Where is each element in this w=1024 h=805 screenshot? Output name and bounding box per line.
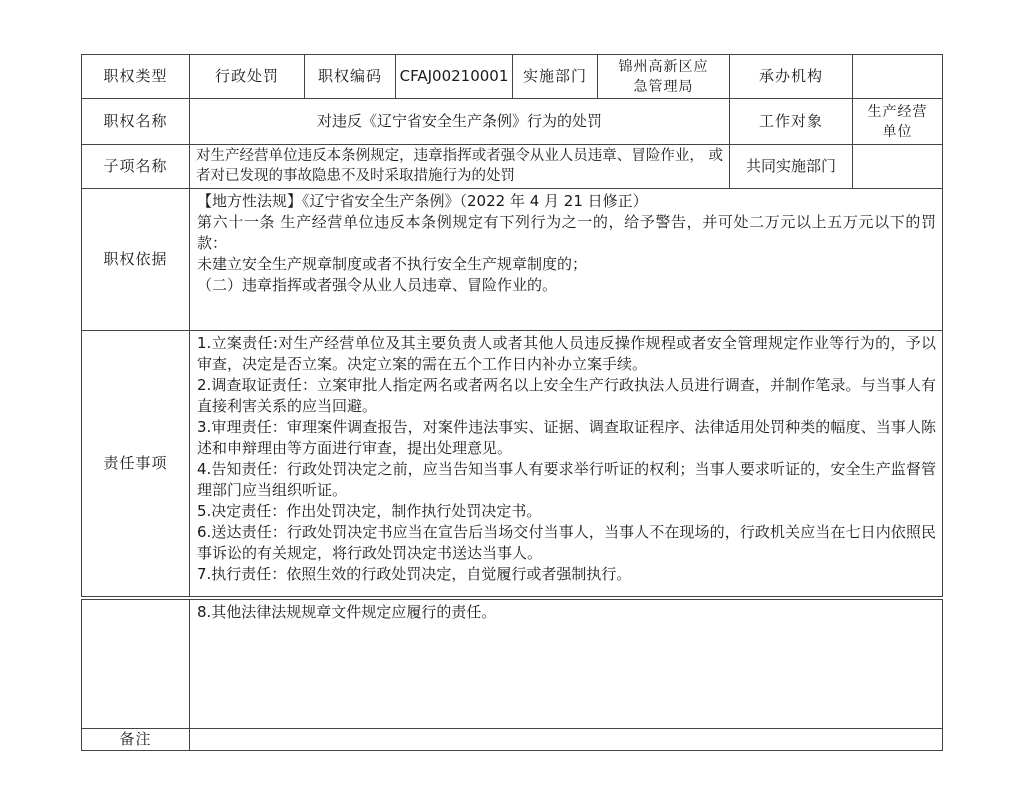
code-label: 职权编码 — [304, 54, 396, 99]
org-label: 承办机构 — [729, 54, 853, 99]
basis-line: 第六十一条 生产经营单位违反本条例规定有下列行为之一的，给予警告，并可处二万元以上五万元以下的罚款： — [197, 213, 936, 252]
duty-item: 2.调查取证责任：立案审批人指定两名或者两名以上安全生产行政执法人员进行调查，并制作笔录。与当事人有直接利害关系的应当回避。 — [197, 376, 936, 415]
name-value: 对违反《辽宁省安全生产条例》行为的处罚 — [189, 98, 730, 145]
duty-item: 6.送达责任：行政处罚决定书应当在宣告后当场交付当事人，当事人不在现场的，行政机关应当在七日内依照民事诉讼的有关规定，将行政处罚决定书送达当事人。 — [197, 523, 936, 562]
object-label: 工作对象 — [729, 98, 853, 145]
name-label: 职权名称 — [81, 98, 190, 145]
duty-item: 8.其他法律法规规章文件规定应履行的责任。 — [197, 603, 497, 621]
dept-value: 锦州高新区应急管理局 — [597, 54, 730, 99]
duty-item: 5.决定责任：作出处罚决定，制作执行处罚决定书。 — [197, 502, 542, 520]
type-label: 职权类型 — [81, 54, 190, 99]
remark-value — [189, 728, 943, 751]
joint-label: 共同实施部门 — [729, 144, 853, 189]
code-value: CFAJ00210001 — [395, 54, 513, 99]
duty-content — [189, 330, 943, 597]
duty-item: 1.立案责任:对生产经营单位及其主要负责人或者其他人员违反操作规程或者安全管理规定作业等行为的，予以审查，决定是否立案。决定立案的需在五个工作日内补办立案手续。 — [197, 334, 936, 373]
joint-value — [852, 144, 943, 189]
continuation-label-cell — [81, 599, 190, 729]
basis-content — [189, 188, 943, 331]
basis-label: 职权依据 — [81, 188, 190, 331]
basis-line: 【地方性法规】《辽宁省安全生产条例》（2022 年 4 月 21 日修正） — [197, 192, 648, 210]
object-value: 生产经营单位 — [852, 98, 943, 145]
duty-item: 4.告知责任：行政处罚决定之前，应当告知当事人有要求举行听证的权利；当事人要求听证的，安全生产监督管理部门应当组织听证。 — [197, 460, 936, 499]
dept-label: 实施部门 — [512, 54, 598, 99]
sub-value: 对生产经营单位违反本条例规定，违章指挥或者强令从业人员违章、冒险作业， 或者对已发现的事故隐患不及时采取措施行为的处罚 — [189, 144, 730, 189]
duty-label: 责任事项 — [81, 330, 190, 597]
sub-label: 子项名称 — [81, 144, 190, 189]
basis-line: （二）违章指挥或者强令从业人员违章、冒险作业的。 — [197, 276, 558, 294]
duty-continuation — [189, 599, 943, 729]
duty-item: 7.执行责任：依照生效的行政处罚决定，自觉履行或者强制执行。 — [197, 565, 632, 583]
basis-line: 未建立安全生产规章制度或者不执行安全生产规章制度的； — [197, 255, 588, 273]
duty-item: 3.审理责任：审理案件调查报告，对案件违法事实、证据、调查取证程序、法律适用处罚种类的幅度、当事人陈述和申辩理由等方面进行审查，提出处理意见。 — [197, 418, 936, 457]
type-value: 行政处罚 — [189, 54, 305, 99]
org-value — [852, 54, 943, 99]
remark-label: 备注 — [81, 728, 190, 751]
